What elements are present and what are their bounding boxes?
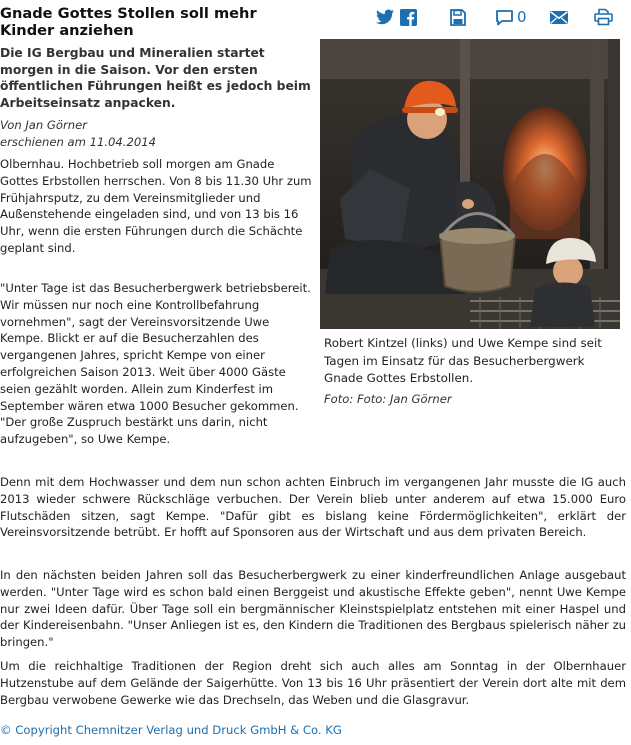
email-icon[interactable] — [549, 6, 569, 28]
facebook-icon[interactable] — [400, 6, 417, 28]
publish-date: erschienen am 11.04.2014 — [0, 135, 156, 149]
twitter-icon[interactable] — [376, 6, 394, 28]
article-photo — [320, 39, 620, 329]
article-paragraph: Um die reichhaltige Traditionen der Region dreht sich auch alles am Sonntag in der Olbernhauer Hutzenstube auf dem Gelände der Saigerhütte. Von 13 bis 16 Uhr präsentiert der Verein dort alte mit dem Bergbau verwobene Gewerke wie das Drechseln, das Weben und die Glasgravur. — [0, 659, 626, 707]
article-paragraph: Denn mit dem Hochwasser und dem nun schon achten Einbruch im vergangenen Jahr musste die IG auch 2013 wieder schwere Rückschläge verbuchen. Der Verein blieb unter anderem auf etwa 15.000 Euro Flutschäden sitzen, sagt Kempe. "Dafür gibt es bislang keine Fördermöglichkeiten", erklärt der Vereinsvorsitzende betrübt. Er hofft auf Sponsoren aus der Wirtschaft und aus dem privaten Bereich. — [0, 475, 626, 540]
article-title: Gnade Gottes Stollen soll mehr Kinder anziehen — [0, 5, 257, 39]
article-paragraph: Olbernhau. Hochbetrieb soll morgen am Gnade Gottes Erbstollen herrschen. Von 8 bis 11.30 Uhr zum Frühjahrsputz, zu dem Vereinsmitglieder und Außenstehende eingeladen sind, und von 13 bis 16 Uhr, wenn die ersten Führungen durch die Schächte geplant sind. — [0, 157, 312, 255]
article-lead: Die IG Bergbau und Mineralien startet morgen in die Saison. Vor den ersten öffentlichen Führungen heißt es jedoch beim Arbeitseinsatz anpacken. — [0, 46, 311, 110]
author-byline: Von Jan Görner — [0, 118, 88, 132]
photo-caption: Robert Kintzel (links) und Uwe Kempe sind seit Tagen im Einsatz für das Besucherbergwerk Gnade Gottes Erbstollen. — [324, 336, 602, 385]
comment-count[interactable]: 0 — [517, 8, 527, 26]
photo-credit: Foto: Foto: Jan Görner — [324, 392, 452, 406]
copyright-link[interactable]: © Copyright Chemnitzer Verlag und Druck GmbH & Co. KG — [0, 723, 342, 737]
share-toolbar — [376, 6, 626, 28]
comment-icon[interactable] — [495, 6, 527, 28]
print-icon[interactable] — [594, 6, 613, 28]
article-paragraph: "Unter Tage ist das Besucherbergwerk betriebsbereit. Wir müssen nur noch eine Kontrollbefahrung vornehmen", sagt der Vereinsvorsitzende Uwe Kempe. Blickt er auf die Besucherzahlen des vergangenen Jahres, spricht Kempe von einer erfolgreichen Saison 2013. Weit über 4000 Gäste seien gezählt worden. Allein zum Kinderfest im September wären etwa 1000 Besucher gekommen. "Der große Zuspruch bestärkt uns darin, nicht aufzugeben", so Uwe Kempe. — [0, 281, 311, 447]
article-paragraph: In den nächsten beiden Jahren soll das Besucherbergwerk zu einer kinderfreundlichen Anlage ausgebaut werden. "Unter Tage wird es schon bald einen Berggeist und akustische Effekte geben", nennt Uwe Kempe nur zwei Ideen dafür. Über Tage soll ein bergmännischer Kleinstspielplatz entstehen mit einer Haspel und der Kindereisenbahn. "Unser Anliegen ist es, den Kindern die Traditionen des Bergbaus spielerisch näher zu bringen." — [0, 568, 626, 650]
save-icon[interactable] — [450, 6, 466, 28]
